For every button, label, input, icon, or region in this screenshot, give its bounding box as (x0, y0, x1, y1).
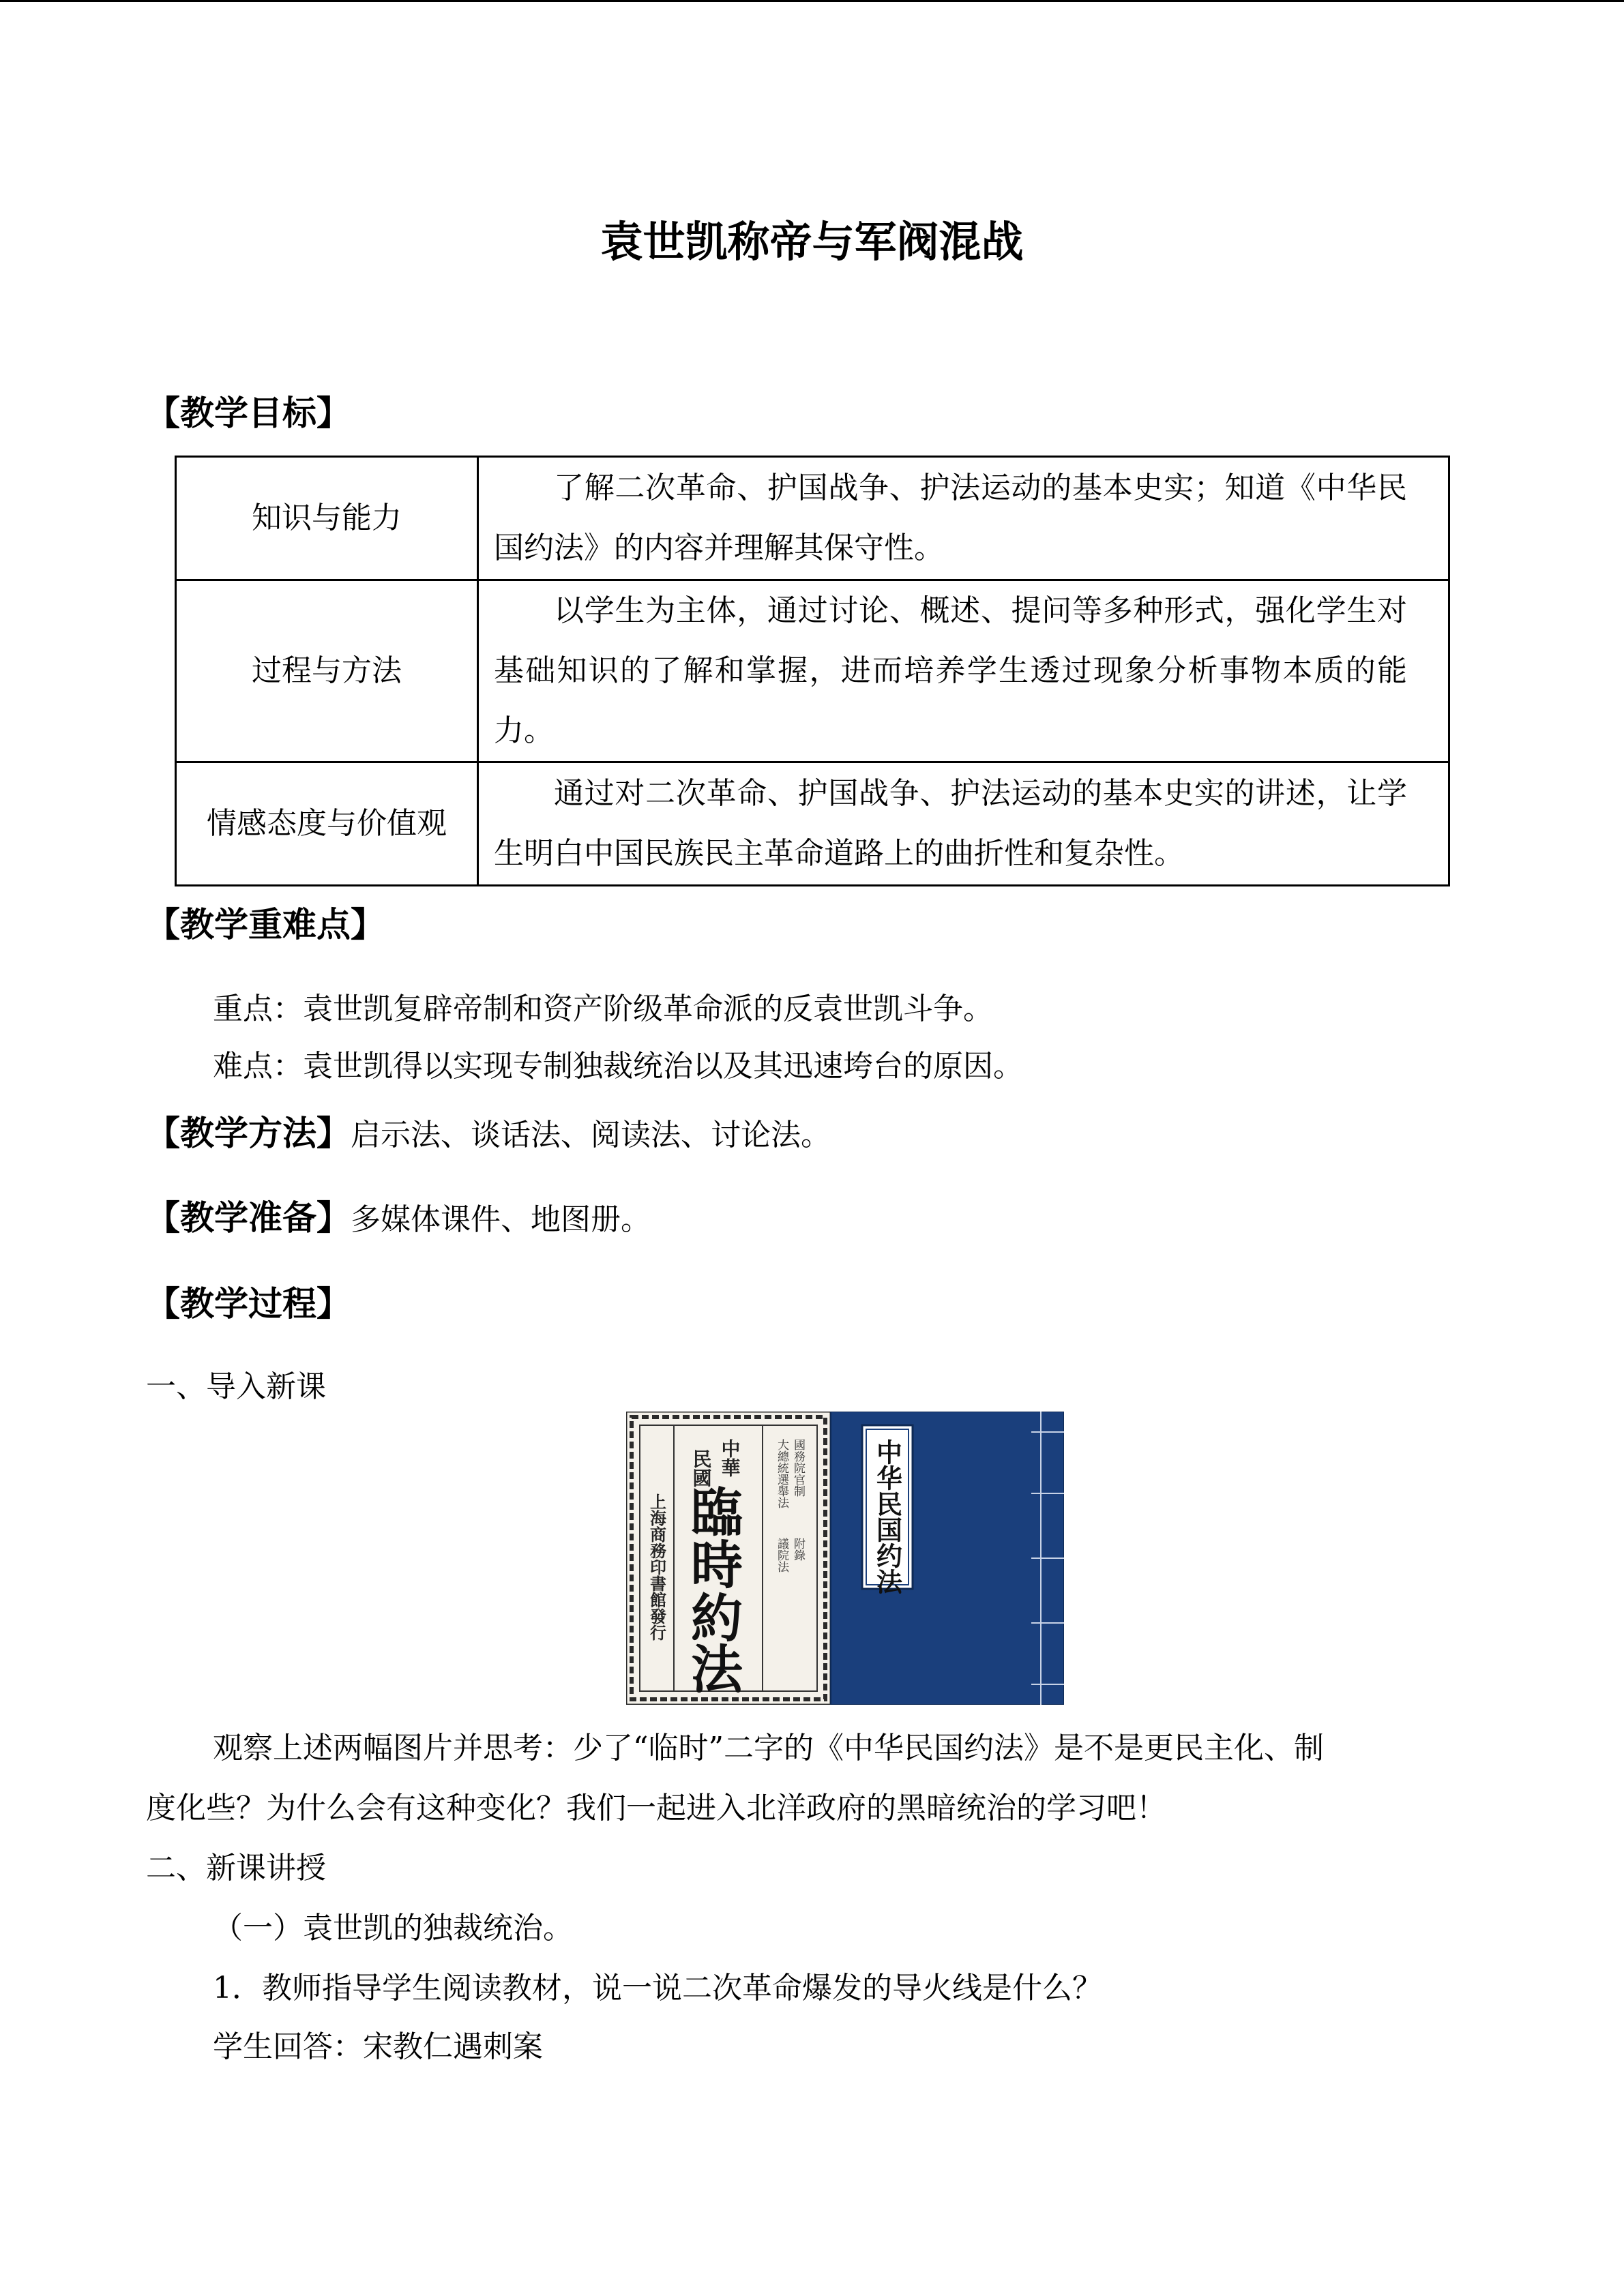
objective-label: 情感态度与价值观 (176, 762, 478, 886)
left-book-contents-1: 大總統選舉法 (775, 1439, 788, 1508)
objective-text: 通过对二次革命、护国战争、护法运动的基本史实的讲述，让学生明白中国民族民主革命道路上的曲折性和复杂性。 (478, 762, 1449, 886)
table-row (176, 580, 1449, 762)
constitution-books-image (626, 1412, 1064, 1705)
new-lesson-heading: 二、新课讲授 (146, 1851, 326, 1885)
left-book-subtitle-1: 民國 (690, 1449, 713, 1487)
section-heading-process: 【教学过程】 (146, 1284, 351, 1324)
section-heading-preparation (146, 1191, 651, 1247)
preparation-label: 【教学准备】 (146, 1198, 351, 1238)
left-book-publisher: 上海商務印書館發行 (647, 1493, 667, 1641)
section-heading-keypoints: 【教学重难点】 (146, 905, 385, 944)
question-1: 1．教师指导学生阅读教材，说一说二次革命爆发的导火线是什么？ (213, 1971, 1102, 2006)
methods-text: 启示法、谈话法、阅读法、讨论法。 (351, 1118, 831, 1152)
right-book-label: 中华民国约法 (872, 1439, 903, 1594)
objectives-table (175, 456, 1450, 886)
methods-label: 【教学方法】 (146, 1114, 351, 1153)
table-row (176, 457, 1449, 580)
left-book-subtitle-2: 中華 (718, 1439, 741, 1477)
preparation-text: 多媒体课件、地图册。 (351, 1202, 651, 1237)
objective-label: 过程与方法 (176, 580, 478, 762)
intro-question-line-2: 度化些？为什么会有这种变化？我们一起进入北洋政府的黑暗统治的学习吧！ (146, 1791, 1166, 1825)
keypoint-difficult: 难点：袁世凯得以实现专制独裁统治以及其迅速垮台的原因。 (213, 1049, 1023, 1084)
answer-1: 学生回答：宋教仁遇刺案 (213, 2029, 543, 2064)
left-book-title-char: 約 (691, 1588, 743, 1649)
objective-text: 了解二次革命、护国战争、护法运动的基本史实；知道《中华民国约法》的内容并理解其保守性。 (478, 457, 1449, 580)
keypoint-main: 重点：袁世凯复辟帝制和资产阶级革命派的反袁世凯斗争。 (213, 992, 993, 1026)
left-book-contents-2: 國務院官制 (791, 1439, 805, 1497)
intro-question-line-1: 观察上述两幅图片并思考：少了“临时”二字的《中华民国约法》是不是更民主化、制 (213, 1731, 1324, 1765)
section-heading-objectives: 【教学目标】 (146, 393, 351, 433)
objective-text: 以学生为主体，通过讨论、概述、提问等多种形式，强化学生对基础知识的了解和掌握，进而培养学生透过现象分析事物本质的能力。 (478, 580, 1449, 762)
page-title: 袁世凯称帝与军阀混战 (600, 217, 1024, 267)
table-row (176, 762, 1449, 886)
page-top-border (0, 0, 1624, 2)
left-book-title-char: 臨 (691, 1482, 743, 1543)
left-book-contents-3: 議院法 (775, 1538, 788, 1572)
objective-label: 知识与能力 (176, 457, 478, 580)
intro-heading: 一、导入新课 (146, 1369, 326, 1404)
subsection-heading: （一）袁世凯的独裁统治。 (213, 1911, 573, 1945)
section-heading-methods (146, 1106, 831, 1163)
left-book-contents-4: 附錄 (791, 1538, 805, 1561)
left-book-title-char: 法 (691, 1639, 743, 1700)
left-book-title-char: 時 (691, 1535, 743, 1596)
